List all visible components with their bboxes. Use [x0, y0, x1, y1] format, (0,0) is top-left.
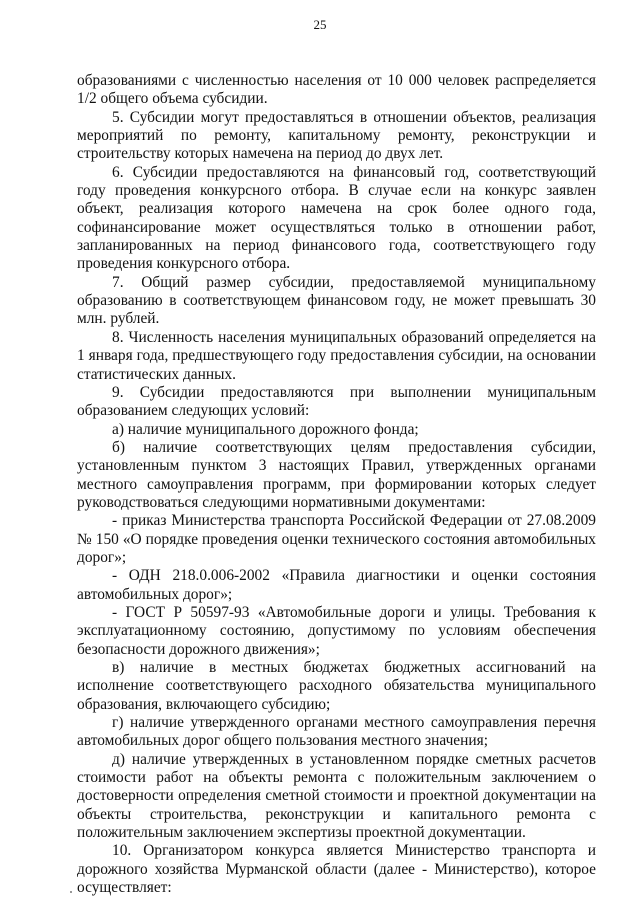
document-body [77, 72, 596, 897]
condition-a: а) наличие муниципального дорожного фонда; [112, 420, 419, 438]
paragraph-item-6: 6. Субсидии предоставляются на финансовый год, соответствующий году проведения конкурсного отбора. В случае если на конкурс заявлен объект, реализация которого намечена на срок более одного года, софинансирование может осуществляться только в отношении работ, запланированных на период финансового года, соответствующего году проведения конкурсного отбора. [77, 163, 596, 273]
paragraph-continuation: образованиями с численностью населения от 10 000 человек распределяется 1/2 общего объема субсидии. [77, 72, 596, 108]
condition-v: в) наличие в местных бюджетах бюджетных ассигнований на исполнение соответствующего расходного обязательства муниципального образования, включающего субсидию; [77, 659, 596, 713]
normative-doc-order-150: - приказ Министерства транспорта Российской Федерации от 27.08.2009 № 150 «О порядке проведения оценки технического состояния автомобильных дорог»; [77, 512, 596, 566]
paragraph-item-10: 10. Организатором конкурса является Министерство транспорта и дорожного хозяйства Мурманской области (далее - Министерство), которое осуществляет: [77, 842, 596, 897]
condition-g: г) наличие утвержденного органами местного самоуправления перечня автомобильных дорог общего пользования местного значения; [77, 714, 596, 750]
paragraph-item-8: 8. Численность населения муниципальных образований определяется на 1 января года, предшествующего году предоставления субсидии, на основании статистических данных. [77, 328, 596, 383]
paragraph-item-9: 9. Субсидии предоставляются при выполнении муниципальным образованием следующих условий: [77, 383, 596, 420]
normative-doc-odn: - ОДН 218.0.006-2002 «Правила диагностики и оценки состояния автомобильных дорог»; [77, 567, 596, 603]
page-number: 25 [313, 17, 327, 32]
scan-artifact-dot [70, 891, 72, 893]
paragraph-item-7: 7. Общий размер субсидии, предоставляемой муниципальному образованию в соответствующем финансовом году, не может превышать 30 млн. рублей. [77, 273, 596, 328]
normative-doc-gost: - ГОСТ Р 50597-93 «Автомобильные дороги и улицы. Требования к эксплуатационному состоянию, допустимому по условиям обеспечения безопасности дорожного движения»; [77, 603, 596, 658]
condition-b: б) наличие соответствующих целям предоставления субсидии, установленным пунктом 3 настоящих Правил, утвержденных органами местного самоуправления программ, при формировании которых следует руководствоваться следующими нормативными документами: [77, 438, 596, 511]
condition-d: д) наличие утвержденных в установленном порядке сметных расчетов стоимости работ на объекты ремонта с положительным заключением о достоверности определения сметной стоимости и проектной документации на объекты строительства, реконструкции и капитального ремонта с положительным заключением экспертизы проектной документации. [77, 750, 596, 842]
paragraph-item-5: 5. Субсидии могут предоставляться в отношении объектов, реализация мероприятий по ремонту, капитальному ремонту, реконструкции и строительству которых намечена на период до двух лет. [77, 108, 596, 163]
